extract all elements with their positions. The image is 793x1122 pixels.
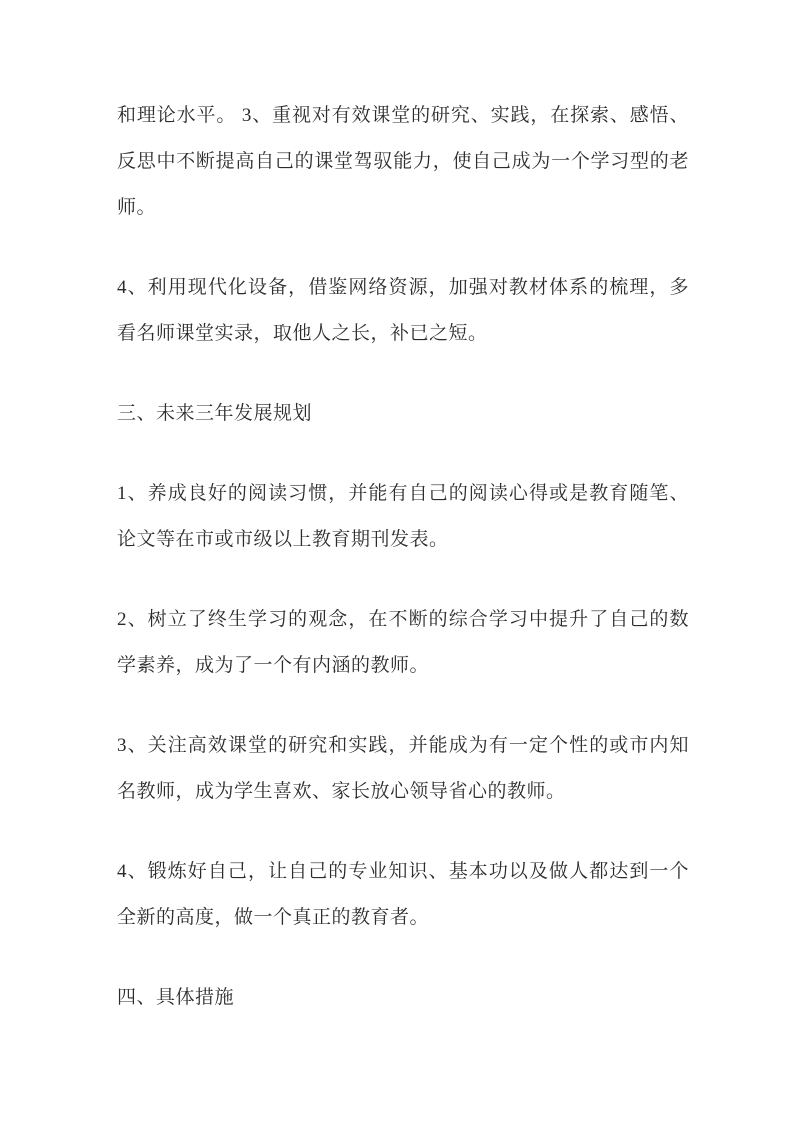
paragraph-effective-classroom: 和理论水平。 3、重视对有效课堂的研究、实践，在探索、感悟、反思中不断提高自己的课堂驾驭能力，使自己成为一个学习型的老师。 [117,105,689,218]
heading-concrete-measures: 四、具体措施 [117,987,235,1008]
paragraph-reading-habit: 1、养成良好的阅读习惯，并能有自己的阅读心得或是教育随笔、论文等在市或市级以上教育期刊发表。 [117,483,689,550]
paragraph-self-improvement: 4、锻炼好自己，让自己的专业知识、基本功以及做人都达到一个全新的高度，做一个真正的教育者。 [117,861,689,928]
paragraph-modern-equipment: 4、利用现代化设备，借鉴网络资源，加强对教材体系的梳理，多看名师课堂实录，取他人之长，补已之短。 [117,277,689,344]
heading-three-year-plan: 三、未来三年发展规划 [117,403,313,424]
paragraph-lifelong-learning: 2、树立了终生学习的观念，在不断的综合学习中提升了自己的数学素养，成为了一个有内涵的教师。 [117,609,689,676]
paragraph-efficient-classroom: 3、关注高效课堂的研究和实践，并能成为有一定个性的或市内知名教师，成为学生喜欢、家长放心领导省心的教师。 [117,735,689,802]
